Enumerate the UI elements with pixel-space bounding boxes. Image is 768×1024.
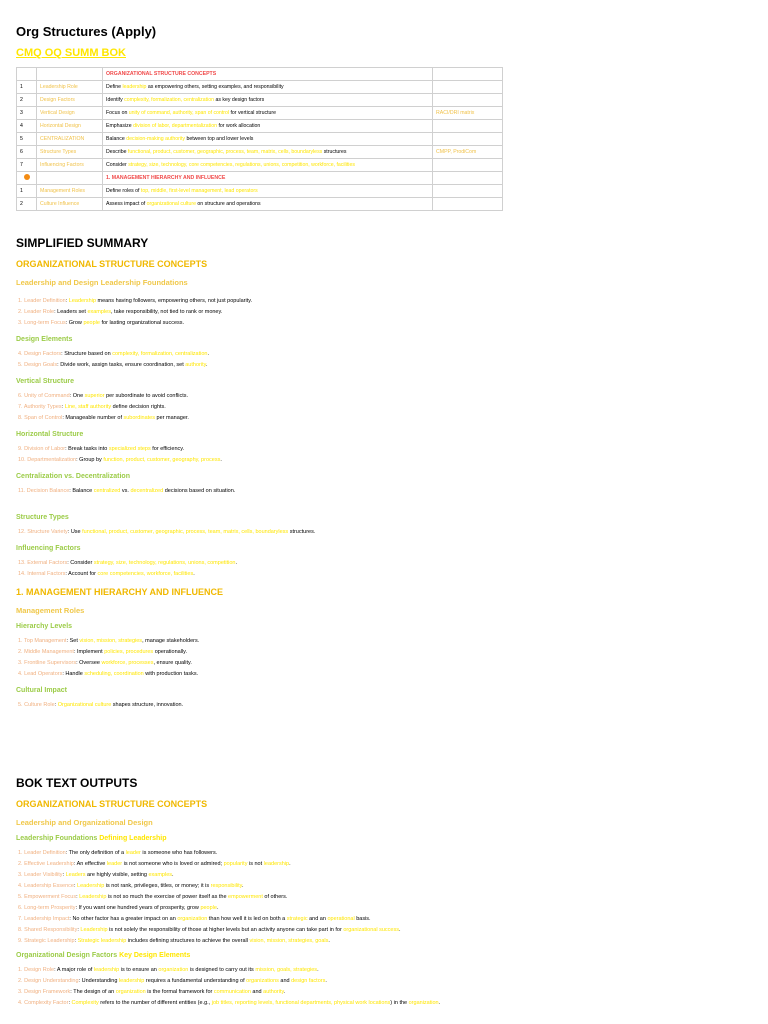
- list-item: 9. Division of Labor: Break tasks into specialized steps for efficiency.: [18, 446, 185, 452]
- row-description: Consider strategy, size, technology, core competencies, regulations, unions, competition, workforce, facilities: [103, 159, 433, 172]
- list-item: 2. Leader Role: Leaders set examples, take responsibility, not tied to rank or money.: [18, 309, 223, 315]
- summary-group: [16, 335, 315, 371]
- table-header-row: [17, 68, 503, 81]
- row-topic-link[interactable]: Structure Types: [37, 146, 103, 159]
- bok-group-2: Organizational Design Factors Key Design Elements: [16, 952, 191, 959]
- table-section-title-2: 1. MANAGEMENT HIERARCHY AND INFLUENCE: [103, 172, 433, 185]
- row-reference[interactable]: [433, 198, 503, 211]
- list-item: 7. Authority Types: Line, staff authority define decision rights.: [18, 404, 166, 410]
- table-row: [17, 198, 503, 211]
- list-item: 10. Departmentalization: Group by function, product, customer, geography, process.: [18, 457, 222, 463]
- bok-subsection: Leadership and Organizational Design: [16, 818, 153, 827]
- table-row: [17, 94, 503, 107]
- summary-heading: SIMPLIFIED SUMMARY: [16, 236, 149, 250]
- row-description: Identify complexity, formalization, centralization as key design factors: [103, 94, 433, 107]
- list-item: 3. Leader Visibility: Leaders are highly visible, setting examples.: [18, 872, 174, 878]
- row-description: Define leadership as empowering others, setting examples, and responsibility: [103, 81, 433, 94]
- group-title: Design Elements: [16, 336, 73, 343]
- bok-section: ORGANIZATIONAL STRUCTURE CONCEPTS: [16, 799, 208, 809]
- list-item: 7. Leadership Impact: No other factor has a greater impact on an organization than how well it is led on both a strategic and an operational basis.: [18, 916, 371, 922]
- list-item: 8. Span of Control: Manageable number of subordinates per manager.: [18, 415, 189, 421]
- summary-group: [16, 513, 315, 538]
- row-reference[interactable]: [433, 120, 503, 133]
- document-page: [0, 0, 768, 211]
- row-topic-link[interactable]: Culture Influence: [37, 198, 103, 211]
- list-item: 3. Design Framework: The design of an organization is the formal framework for communication and authority.: [18, 989, 286, 995]
- row-reference[interactable]: [433, 81, 503, 94]
- row-number: 4: [17, 120, 37, 133]
- row-topic-link[interactable]: Vertical Design: [37, 107, 103, 120]
- row-number: 1: [17, 185, 37, 198]
- table-section-title: ORGANIZATIONAL STRUCTURE CONCEPTS: [103, 68, 433, 81]
- page-title: Org Structures (Apply): [16, 24, 157, 39]
- list-item: 6. Unity of Command: One superior per subordinate to avoid conflicts.: [18, 393, 189, 399]
- row-number: 6: [17, 146, 37, 159]
- simplified-summary: [16, 236, 315, 717]
- table-row: [17, 107, 503, 120]
- list-item: 13. External Factors: Consider strategy, size, technology, regulations, unions, competition.: [18, 560, 238, 566]
- row-description: Describe functional, product, customer, geographic, process, team, matrix, cells, boundaryless structures: [103, 146, 433, 159]
- group-title: Structure Types: [16, 514, 69, 521]
- group-title: Horizontal Structure: [16, 431, 84, 438]
- row-reference[interactable]: [433, 159, 503, 172]
- table-row: [17, 133, 503, 146]
- list-item: 5. Culture Role: Organizational culture shapes structure, innovation.: [18, 702, 184, 708]
- table-row: [17, 159, 503, 172]
- list-item: 3. Frontline Supervisors: Oversee workforce, processes, ensure quality.: [18, 660, 192, 666]
- row-reference[interactable]: [433, 185, 503, 198]
- row-description: Define roles of top, middle, first-level management, lead operators: [103, 185, 433, 198]
- summary-group: [16, 472, 315, 497]
- summary-group: [16, 377, 315, 424]
- row-reference[interactable]: [433, 133, 503, 146]
- list-item: 2. Effective Leadership: An effective leader is not someone who is loved or admired; popularity is not leadership.: [18, 861, 291, 867]
- table-row: [17, 120, 503, 133]
- list-item: 4. Lead Operators: Handle scheduling, coordination with production tasks.: [18, 671, 199, 677]
- group-title: Vertical Structure: [16, 378, 74, 385]
- list-item: 4. Leadership Essence: Leadership is not rank, privileges, titles, or money; it is responsibility.: [18, 883, 244, 889]
- list-item: 3. Long-term Focus: Grow people for lasting organizational success.: [18, 320, 185, 326]
- list-item: 4. Design Factors: Structure based on complexity, formalization, centralization.: [18, 351, 210, 357]
- summary-group: [16, 296, 315, 329]
- summary-subsection: Leadership and Design Leadership Foundations: [16, 278, 188, 287]
- row-topic-link[interactable]: Design Factors: [37, 94, 103, 107]
- list-item: 1. Leader Definition: The only definition of a leader is someone who has followers.: [18, 850, 218, 856]
- summary-group: [16, 544, 315, 580]
- list-item: 8. Shared Responsibility: Leadership is not solely the responsibility of those at higher levels but an activity anyone can take part in for organizational success.: [18, 927, 401, 933]
- row-description: Assess impact of organizational culture on structure and operations: [103, 198, 433, 211]
- row-number: 2: [17, 198, 37, 211]
- row-description: Balance decision-making authority between top and lower levels: [103, 133, 433, 146]
- list-item: 1. Design Role: A major role of leadership is to ensure an organization is designed to carry out its mission, goals, strategies.: [18, 967, 319, 973]
- group-title: Influencing Factors: [16, 545, 81, 552]
- list-item: 1. Leader Definition: Leadership means having followers, empowering others, not just popularity.: [18, 298, 253, 304]
- row-reference[interactable]: [433, 94, 503, 107]
- list-item: 4. Complexity Factor: Complexity refers to the number of different entities (e.g., job titles, reporting levels, functional departments, physical work locations) in the organization.: [18, 1000, 441, 1006]
- concepts-table: [16, 67, 503, 211]
- bok-heading: BOK TEXT OUTPUTS: [16, 776, 138, 790]
- table-row: [17, 146, 503, 159]
- group-title: Hierarchy Levels: [16, 623, 73, 630]
- bok-text-outputs: [16, 776, 440, 1009]
- list-item: 1. Top Management: Set vision, mission, strategies, manage stakeholders.: [18, 638, 200, 644]
- summary-subsection-2: Management Roles: [16, 606, 85, 615]
- doc-subtitle-link[interactable]: CMQ OQ SUMM BOK: [16, 47, 126, 59]
- list-item: 5. Empowerment Focus: Leadership is not so much the exercise of power itself as the empowerment of others.: [18, 894, 288, 900]
- list-item: 12. Structure Variety: Use functional, product, customer, geographic, process, team, matrix, cells, boundaryless structures.: [18, 529, 316, 535]
- summary-group: [16, 430, 315, 466]
- table-section-row: [17, 172, 503, 185]
- row-description: Focus on unity of command, authority, span of control for vertical structure: [103, 107, 433, 120]
- row-number: 2: [17, 94, 37, 107]
- list-item: 2. Design Understanding: Understanding leadership requires a fundamental understanding of organizations and design factors.: [18, 978, 327, 984]
- list-item: 11. Decision Balance: Balance centralized vs. decentralized decisions based on situation.: [18, 488, 236, 494]
- summary-section: ORGANIZATIONAL STRUCTURE CONCEPTS: [16, 259, 208, 269]
- row-topic-link[interactable]: CENTRALIZATION: [37, 133, 103, 146]
- row-reference[interactable]: CMPP, ProdiCom: [433, 146, 503, 159]
- row-number: 7: [17, 159, 37, 172]
- list-item: 6. Long-term Prosperity: If you want one hundred years of prosperity, grow people.: [18, 905, 219, 911]
- summary-group: [16, 686, 315, 711]
- list-item: 14. Internal Factors: Account for core competencies, workforce, facilities.: [18, 571, 195, 577]
- row-description: Emphasize division of labor, departmentalization for work allocation: [103, 120, 433, 133]
- summary-group: [16, 622, 315, 680]
- row-topic-link[interactable]: Horizontal Design: [37, 120, 103, 133]
- summary-section-2: 1. MANAGEMENT HIERARCHY AND INFLUENCE: [16, 587, 224, 597]
- row-number: 3: [17, 107, 37, 120]
- row-number: 5: [17, 133, 37, 146]
- list-item: 9. Strategic Leadership: Strategic leadership includes defining structures to achieve the overall vision, mission, strategies, goals.: [18, 938, 330, 944]
- row-topic-link[interactable]: Leadership Role: [37, 81, 103, 94]
- list-item: 5. Design Goals: Divide work, assign tasks, ensure coordination, set authority.: [18, 362, 208, 368]
- row-reference[interactable]: RACI/DRI matrix: [433, 107, 503, 120]
- group-title: Cultural Impact: [16, 687, 67, 694]
- row-number: 1: [17, 81, 37, 94]
- list-item: 2. Middle Management: Implement policies, procedures operationally.: [18, 649, 188, 655]
- bullet-dot-icon: [24, 174, 30, 180]
- table-row: [17, 185, 503, 198]
- group-title: Centralization vs. Decentralization: [16, 473, 130, 480]
- row-topic-link[interactable]: Influencing Factors: [37, 159, 103, 172]
- row-topic-link[interactable]: Management Roles: [37, 185, 103, 198]
- table-row: [17, 81, 503, 94]
- bok-group-1: Leadership Foundations Defining Leadership: [16, 835, 167, 842]
